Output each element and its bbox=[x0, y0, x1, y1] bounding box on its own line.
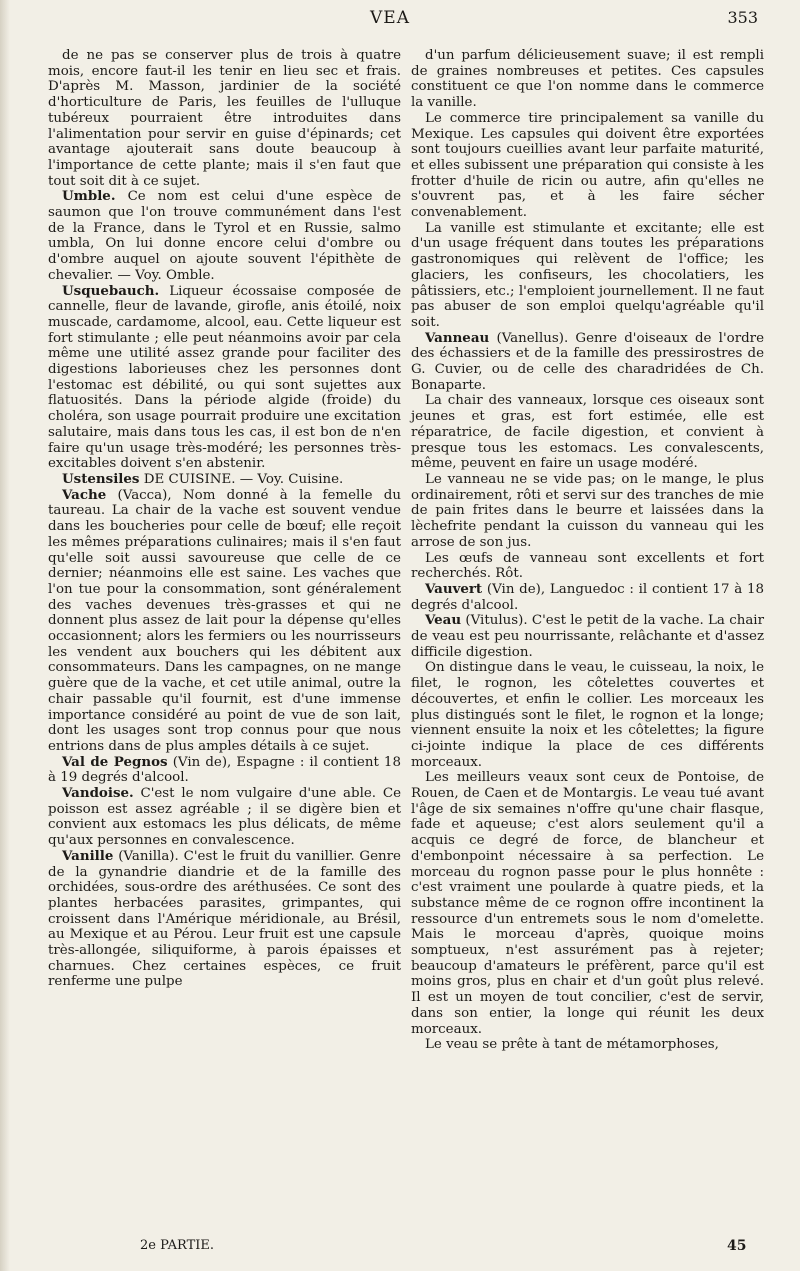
paragraph bbox=[411, 472, 764, 551]
paragraph-text: Le vanneau ne se vide pas; on le mange, le plus ordinairement, rôti et servi sur des tranches de mie de pain frites dans le beurre et laissées dans la lèchefrite pendant la cuisson du vanneau qui les arrose de son jus. bbox=[411, 471, 764, 550]
entry-term: Ustensiles bbox=[62, 470, 140, 487]
entry-term: Umble. bbox=[62, 188, 116, 205]
paragraph-text: (Vanellus). Genre d'oiseaux de l'ordre des échassiers et de la famille des pressirostres de G. Cuvier, ou de celle des charadridées de Ch. Bonaparte. bbox=[411, 330, 764, 393]
page-footer bbox=[0, 1238, 800, 1260]
paragraph-text: Les œufs de vanneau sont excellents et fort recherchés. Rôt. bbox=[411, 550, 764, 582]
paragraph-text: La vanille est stimulante et excitante; elle est d'un usage fréquent dans toutes les préparations gastronomiques qui relèvent de l'office; les glaciers, les confiseurs, les chocolatiers, les pâtissiers, etc.; l'emploient journellement. Il ne faut pas abuser de son emploi quelqu'agréable qu'il soit. bbox=[411, 220, 764, 330]
paragraph bbox=[411, 331, 764, 394]
entry-term: Val de Pegnos bbox=[62, 753, 168, 770]
running-head bbox=[0, 8, 800, 32]
entry-term: Vanille bbox=[62, 847, 114, 864]
left-column bbox=[48, 48, 401, 990]
paragraph-text: (Vacca), Nom donné à la femelle du taureau. La chair de la vache est souvent vendue dans les boucheries pour celle de bœuf; elle reçoit les mêmes préparations culinaires; mais il s'en faut qu'elle soit aussi savoureuse que celle de ce dernier; néanmoins elle est saine. Les vaches que l'on tue pour la consommation, sont généralement des vaches devenues très-grasses et qui ne donnent plus assez de lait pour la dépense qu'elles occasionnent; alors les fermiers ou les nourrisseurs les vendent aux bouchers qui les débitent aux consommateurs. Dans les campagnes, on ne mange guère que de la vache, et cet utile animal, outre la chair passable qu'il fournit, est d'une immense importance considéré au point de vue de son lait, dont les usages sont trop connus pour que nous entrions dans de plus amples détails à ce sujet. bbox=[48, 487, 401, 754]
entry-term: Vauvert bbox=[425, 580, 483, 597]
paragraph bbox=[48, 48, 401, 189]
paragraph-text: de ne pas se conserver plus de trois à quatre mois, encore faut-il les tenir en lieu sec et frais. D'après M. Masson, jardinier de la société d'horticulture de Paris, les feuilles de l'ulluque tubéreux pourraient être introduites dans l'alimentation pour servir en guise d'épinards; cet avantage ajouterait sans doute beaucoup à l'importance de cette plante; mais il s'en faut que tout soit dit à ce sujet. bbox=[48, 48, 401, 189]
paragraph bbox=[411, 48, 764, 111]
sheet-number: 45 bbox=[727, 1238, 747, 1254]
paragraph bbox=[411, 393, 764, 472]
paragraph bbox=[411, 770, 764, 1037]
page-number: 353 bbox=[727, 8, 758, 27]
entry-term: Vanneau bbox=[425, 329, 490, 346]
page-spine-shadow bbox=[0, 0, 10, 1271]
paragraph bbox=[48, 755, 401, 786]
paragraph-text: (Vin de), Espagne : il contient 18 à 19 degrés d'alcool. bbox=[48, 754, 401, 786]
paragraph-text: Ce nom est celui d'une espèce de saumon que l'on trouve communément dans l'est de la France, dans le Tyrol et en Russie, salmo umbla, On lui donne encore celui d'ombre ou d'ombre auquel on ajoute souvent l'épithète de chevalier. — Voy. Omble. bbox=[48, 189, 401, 283]
entry-term: Vandoise. bbox=[62, 785, 134, 802]
paragraph-text: (Vanilla). C'est le fruit du vanillier. Genre de la gynandrie diandrie et de la famille des orchidées, sous-ordre des aréthusées. Ce sont des plantes herbacées parasites, grimpantes, qui croissent dans l'Amérique méridionale, au Brésil, au Mexique et au Pérou. Leur fruit est une capsule très-allongée, siliquiforme, à parois épaisses et charnues. Chez certaines espèces, ce fruit renferme une pulpe bbox=[48, 848, 401, 990]
paragraph-text: DE CUISINE. — Voy. Cuisine. bbox=[143, 471, 344, 487]
paragraph bbox=[411, 221, 764, 331]
paragraph-text: Liqueur écossaise composée de cannelle, fleur de lavande, girofle, anis étoilé, noix muscade, cardamome, alcool, eau. Cette liqueur est fort stimulante ; elle peut néanmoins avoir par cela même une utilité assez grande pour faciliter des digestions laborieuses chez les personnes dont l'estomac est débilité, ou qui sont sujettes aux flatuosités. Dans la période algide (froide) du choléra, son usage pourrait produire une excitation salutaire, mais dans tous les cas, il est bon de n'en faire qu'un usage très-modéré; les personnes très-excitables doivent s'en abstenir. bbox=[48, 283, 402, 472]
paragraph bbox=[411, 660, 764, 770]
paragraph bbox=[48, 472, 401, 488]
entry-term: Usquebauch. bbox=[62, 282, 160, 299]
right-column bbox=[411, 48, 764, 1053]
paragraph-text: d'un parfum délicieusement suave; il est rempli de graines nombreuses et petites. Ces capsules constituent ce que l'on nomme dans le commerce la vanille. bbox=[411, 48, 764, 111]
paragraph-text: C'est le nom vulgaire d'une able. Ce poisson est assez agréable ; il se digère bien et convient aux estomacs les plus délicats, de même qu'aux personnes en convalescence. bbox=[48, 786, 401, 849]
paragraph bbox=[411, 111, 764, 221]
paragraph bbox=[48, 488, 401, 755]
paragraph-text: On distingue dans le veau, le cuisseau, la noix, le filet, le rognon, les côtelettes couvertes et découvertes, et enfin le collier. Les morceaux les plus distingués sont le filet, le rognon et la longe; viennent ensuite la noix et les côtelettes; la figure ci-jointe indique la place de ces différents morceaux. bbox=[411, 660, 764, 770]
paragraph-text: (Vitulus). C'est le petit de la vache. La chair de veau est peu nourrissante, relâchante et d'assez difficile digestion. bbox=[411, 613, 764, 660]
entry-term: Vache bbox=[62, 486, 107, 503]
signature-mark: 2e PARTIE. bbox=[140, 1238, 215, 1253]
paragraph bbox=[411, 551, 764, 582]
paragraph-text: Le veau se prête à tant de métamorphoses, bbox=[425, 1037, 719, 1053]
paragraph bbox=[48, 849, 401, 990]
paragraph bbox=[411, 1037, 764, 1053]
paragraph bbox=[411, 613, 764, 660]
paragraph bbox=[48, 284, 401, 472]
paragraph-text: (Vin de), Languedoc : il contient 17 à 18 degrés d'alcool. bbox=[411, 581, 765, 613]
paragraph-text: Le commerce tire principalement sa vanille du Mexique. Les capsules qui doivent être exportées sont toujours cueillies avant leur parfaite maturité, et elles subissent une préparation qui consiste à les frotter d'huile de ricin ou autre, afin qu'elles ne s'ouvrent pas, et à les faire sécher convenablement. bbox=[411, 110, 764, 221]
paragraph-text: La chair des vanneaux, lorsque ces oiseaux sont jeunes et gras, est fort estimée, elle est réparatrice, de facile digestion, et convient à presque tous les estomacs. Les convalescents, même, peuvent en faire un usage modéré. bbox=[411, 393, 764, 472]
paragraph bbox=[411, 582, 764, 613]
entry-term: Veau bbox=[425, 612, 462, 629]
running-title: VEA bbox=[370, 8, 410, 28]
paragraph bbox=[48, 786, 401, 849]
paragraph bbox=[48, 189, 401, 283]
paragraph-text: Les meilleurs veaux sont ceux de Pontoise, de Rouen, de Caen et de Montargis. Le veau tué avant l'âge de six semaines n'offre qu'une chair flasque, fade et aqueuse; c'est alors seulement qu'il a acquis ce degré de force, de blancheur et d'embonpoint nécessaire à sa perfection. Le morceau du rognon passe pour le plus honnête : c'est vraiment une poularde à quatre pieds, et la substance même de ce rognon offre incontinent la ressource d'un entremets sous le nom d'omelette. Mais le morceau d'après, quoique moins somptueux, n'est assurément pas à rejeter; beaucoup d'amateurs le préfèrent, parce qu'il est moins gros, plus en chair et d'un goût plus relevé. Il est un moyen de tout concilier, c'est de servir, dans son entier, la longe qui réunit les deux morceaux. bbox=[411, 770, 764, 1037]
